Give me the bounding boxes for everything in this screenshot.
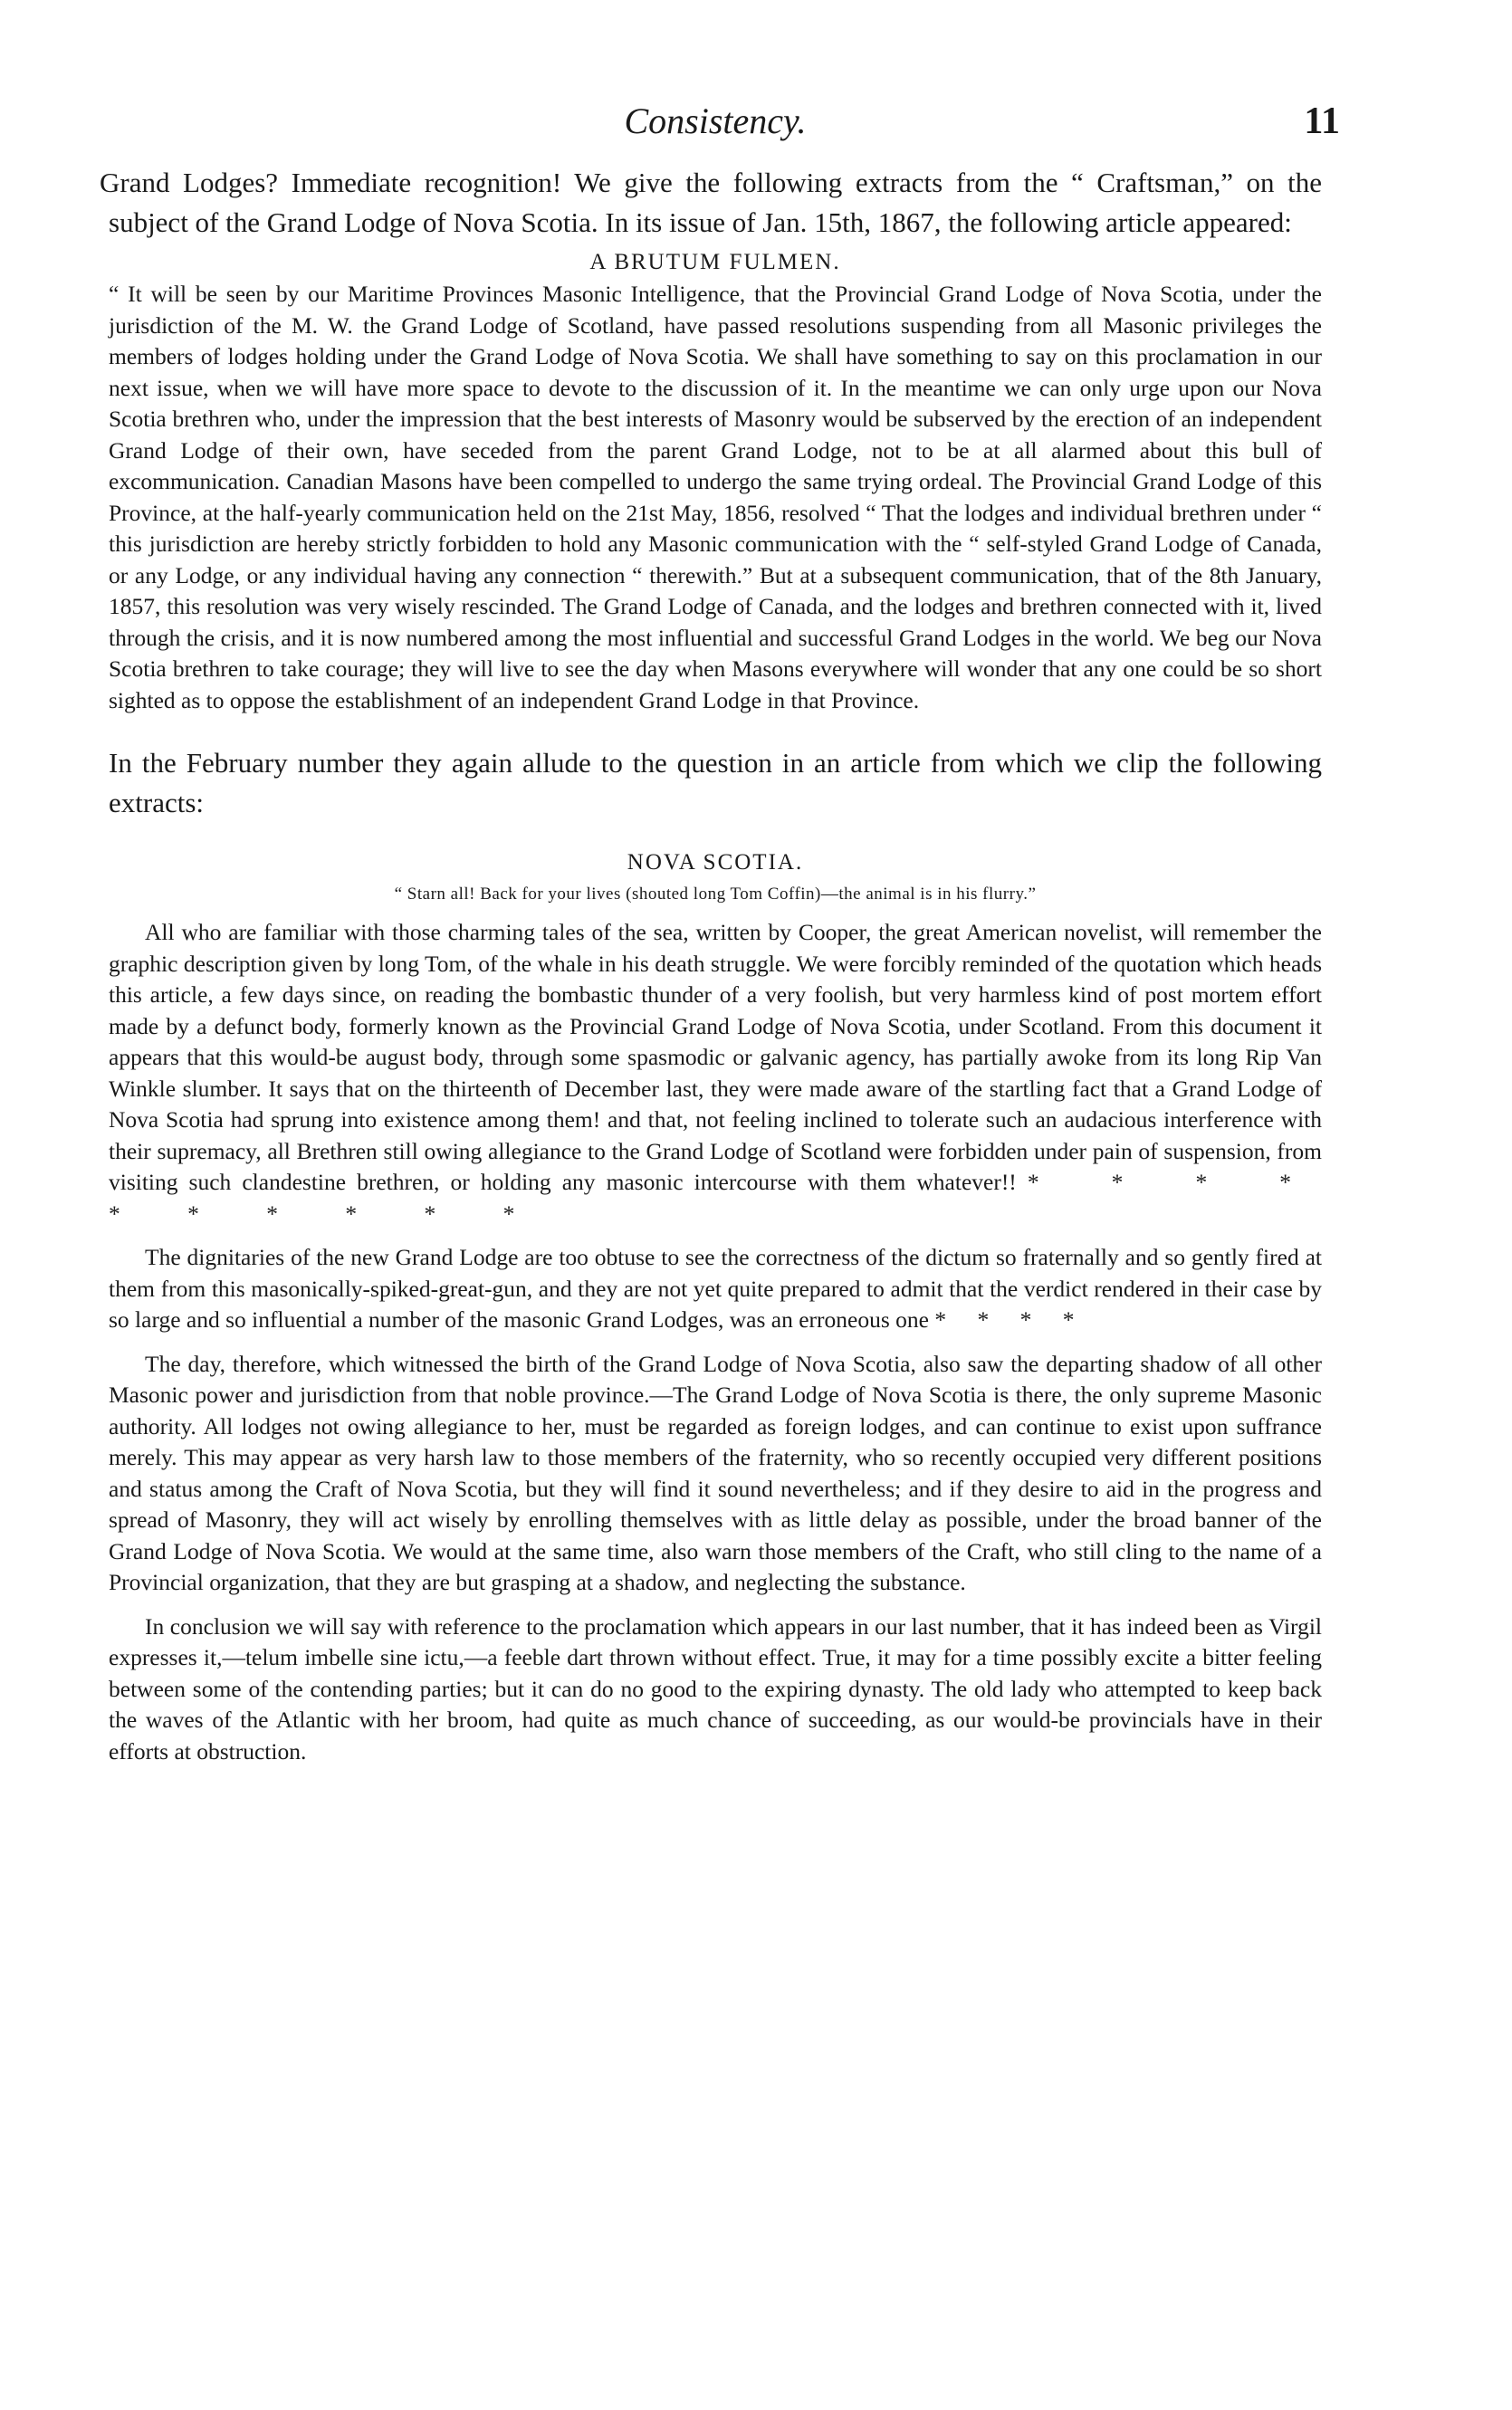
article2-paragraph-1 [109, 917, 1322, 1229]
article2-paragraph-2 [109, 1242, 1322, 1336]
article2-paragraph-4: In conclusion we will say with reference to the proclamation which appears in our last number, that it has indeed been as Virgil expresses it,—telum imbelle sine ictu,—a feeble dart thrown without effect. True, it may for a time possibly excite a bitter feeling between some of the contending parties; but it can do no good to the expiring dynasty. The old lady who attempted to keep back the waves of the Atlantic with her broom, had quite as much chance of succeeding, as our would-be provincials have in their efforts at obstruction. [109, 1612, 1322, 1764]
page-number: 11 [1304, 100, 1340, 142]
transition-paragraph: In the February number they again allude to the question in an article from which we clip the following extracts: [109, 747, 1322, 818]
article2-heading: NOVA SCOTIA. [627, 850, 804, 875]
ellipsis-stars-short: * * * * [934, 1306, 1087, 1333]
article2-paragraph-3: The day, therefore, which witnessed the birth of the Grand Lodge of Nova Scotia, also saw the departing shadow of all other Masonic power and jurisdiction from that noble province.—The Grand Lodge of Nova Scotia is there, the only supreme Masonic authority. All lodges not owing allegiance to her, must be regarded as foreign lodges, and can continue to exist upon suffrance merely. This may appear as very harsh law to those members of the fraternity, who so recently occupied very different positions and status among the Craft of Nova Scotia, but they will find it sound nevertheless; and if they desire to aid in the progress and spread of Masonry, they will act wisely by enrolling themselves with as little delay as possible, under the broad banner of the Grand Lodge of Nova Scotia. We would at the same time, also warn those members of the Craft, who still cling to the name of a Provincial organization, that they are but grasping at a shadow, and neglecting the substance. [109, 1350, 1322, 1595]
article1-heading: A BRUTUM FULMEN. [589, 250, 841, 274]
intro-paragraph: Grand Lodges? Immediate recognition! We give the following extracts from the “ Craftsman,” on the subject of the Grand Lodge of Nova Scotia. In its issue of Jan. 15th, 1867, the following article appeared: [100, 167, 1322, 238]
running-title: Consistency. [624, 100, 807, 141]
article1-quote: “ It will be seen by our Maritime Provinces Masonic Intelligence, that the Provincial Grand Lodge of Nova Scotia, under the jurisdiction of the M. W. the Grand Lodge of Scotland, have passed resolutions suspending from all Masonic privileges the members of lodges holding under the Grand Lodge of Nova Scotia. We shall have something to say on this proclamation in our next issue, when we will have more space to devote to the discussion of it. In the meantime we can only urge upon our Nova Scotia brethren who, under the impression that the best interests of Masonry would be subserved by the erection of an independent Grand Lodge of their own, have seceded from the parent Grand Lodge, not to be at all alarmed about this bull of excommunication. Canadian Masons have been compelled to undergo the same trying ordeal. The Provincial Grand Lodge of this Province, at the half-yearly communication held on the 21st May, 1856, resolved “ That the lodges and individual brethren under “ this jurisdiction are hereby strictly forbidden to hold any Masonic communication with the “ self-styled Grand Lodge of Canada, or any Lodge, or any individual having any connection “ therewith.” But at a subsequent communication, that of the 8th January, 1857, this resolution was very wisely rescinded. The Grand Lodge of Canada, and the lodges and brethren connected with it, lived through the crisis, and it is now numbered among the most influential and successful Grand Lodges in the world. We beg our Nova Scotia brethren to take courage; they will live to see the day when Masons everywhere will wonder that any one could be so short sighted as to oppose the establishment of an independent Grand Lodge in that Province. [109, 281, 1322, 713]
document-page [100, 100, 1340, 1767]
article2-epigraph: “ Starn all! Back for your lives (shouted long Tom Coffin)—the animal is in his flurry.” [394, 885, 1037, 904]
article2-paragraph-2-text: The dignitaries of the new Grand Lodge are too obtuse to see the correctness of the dictum so fraternally and so gently fired at them from this masonically-spiked-great-gun, and they are not yet quite prepared to admit that the verdict rendered in their case by so large and so influential a number of the masonic Grand Lodges, was an erroneous one [109, 1244, 1322, 1333]
ellipsis-stars-long: * * * * * * * * * * [109, 1169, 1323, 1227]
article2-paragraph-1-text: All who are familiar with those charming tales of the sea, written by Cooper, the great American novelist, will remember the graphic description given by long Tom, of the whale in his death struggle. We were forcibly reminded of the quotation which heads this article, a few days since, on reading the bombastic thunder of a very foolish, but very harmless kind of post mortem effort made by a defunct body, formerly known as the Provincial Grand Lodge of Nova Scotia, under Scotland. From this document it appears that this would-be august body, through some spasmodic or galvanic agency, has partially awoke from its long Rip Van Winkle slumber. It says that on the thirteenth of December last, they were made aware of the startling fact that a Grand Lodge of Nova Scotia had sprung into existence among them! and that, not feeling inclined to tolerate such an audacious interference with their supremacy, all Brethren still owing allegiance to the Grand Lodge of Scotland were forbidden under pain of suspension, from visiting such clandestine brethren, or holding any masonic intercourse with them whatever!! [109, 919, 1322, 1195]
running-head [109, 100, 1340, 163]
